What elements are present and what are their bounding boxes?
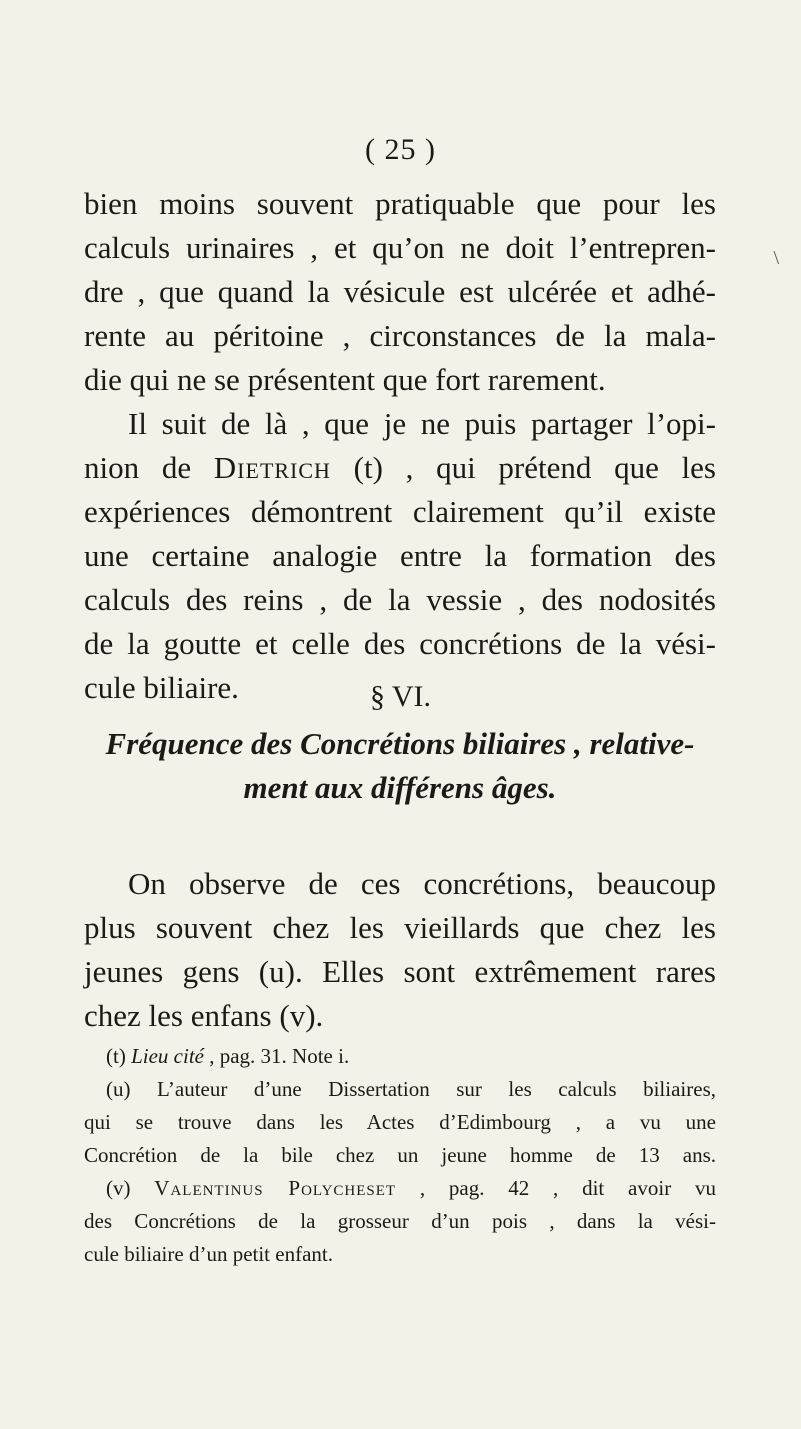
footnotes: [84, 1040, 716, 1271]
text-fragment: (t) , qui prétend que les: [330, 450, 716, 485]
section-number: § VI.: [369, 680, 432, 713]
paragraph-line: bien moins souvent pratiquable que pour les: [84, 186, 716, 221]
section-title-line: Fréquence des Concrétions biliaires , relative-: [105, 726, 695, 761]
section-title: [84, 722, 716, 810]
paragraph-2: [84, 402, 716, 710]
paragraph-line: On observe de ces concrétions, beaucoup: [128, 866, 716, 901]
paragraph-line: die qui ne se présentent que fort rarement.: [84, 362, 606, 397]
footnote-u-line: (u) L’auteur d’une Dissertation sur les calculs biliaires,: [106, 1077, 716, 1101]
footnote-v-line: des Concrétions de la grosseur d’un pois , dans la vési-: [84, 1209, 716, 1233]
margin-mark: \: [773, 247, 779, 269]
section-title-line: ment aux différens âges.: [243, 770, 557, 805]
footnote-text: , pag. 31. Note i.: [203, 1044, 350, 1068]
footnote-text: , pag. 42 , dit avoir vu: [396, 1176, 716, 1200]
page-number: ( 25 ): [365, 133, 436, 166]
footnote-t: [84, 1040, 716, 1073]
text-fragment: nion de: [84, 450, 214, 485]
paragraph-line: jeunes gens (u). Elles sont extrêmement rares: [84, 954, 716, 989]
paragraph-line: calculs urinaires , et qu’on ne doit l’entrepren-: [84, 230, 716, 265]
footnote-u-line: Concrétion de la bile chez un jeune homme de 13 ans.: [84, 1143, 716, 1167]
footnote-u-line: qui se trouve dans les Actes d’Edimbourg , a vu une: [84, 1110, 716, 1134]
paragraph-line: rente au péritoine , circonstances de la mala-: [84, 318, 716, 353]
paragraph-line: calculs des reins , de la vessie , des nodosités: [84, 582, 716, 617]
author-name: Valentinus Polycheset: [154, 1176, 397, 1200]
footnote-reference: Lieu cité: [131, 1044, 204, 1068]
author-name: Dietrich: [213, 450, 331, 485]
footnote-v-line: cule biliaire d’un petit enfant.: [84, 1242, 333, 1266]
paragraph-line: de la goutte et celle des concrétions de la vési-: [84, 626, 716, 661]
paragraph-line: chez les enfans (v).: [84, 998, 324, 1033]
paragraph-line: plus souvent chez les vieillards que chez les: [84, 910, 716, 945]
paragraph-1: [84, 182, 716, 402]
paragraph-line: expériences démontrent clairement qu’il existe: [84, 494, 716, 529]
paragraph-line: dre , que quand la vésicule est ulcérée et adhé-: [84, 274, 716, 309]
footnote-marker: (t): [106, 1044, 132, 1068]
footnote-marker: (v): [106, 1176, 155, 1200]
paragraph-3: [84, 862, 716, 1038]
paragraph-line: une certaine analogie entre la formation des: [84, 538, 716, 573]
paragraph-line: Il suit de là , que je ne puis partager l’opi-: [128, 406, 716, 441]
paragraph-line-with-author: [84, 446, 716, 490]
footnote-v: [84, 1172, 716, 1205]
paragraph-line: cule biliaire.: [84, 670, 239, 705]
